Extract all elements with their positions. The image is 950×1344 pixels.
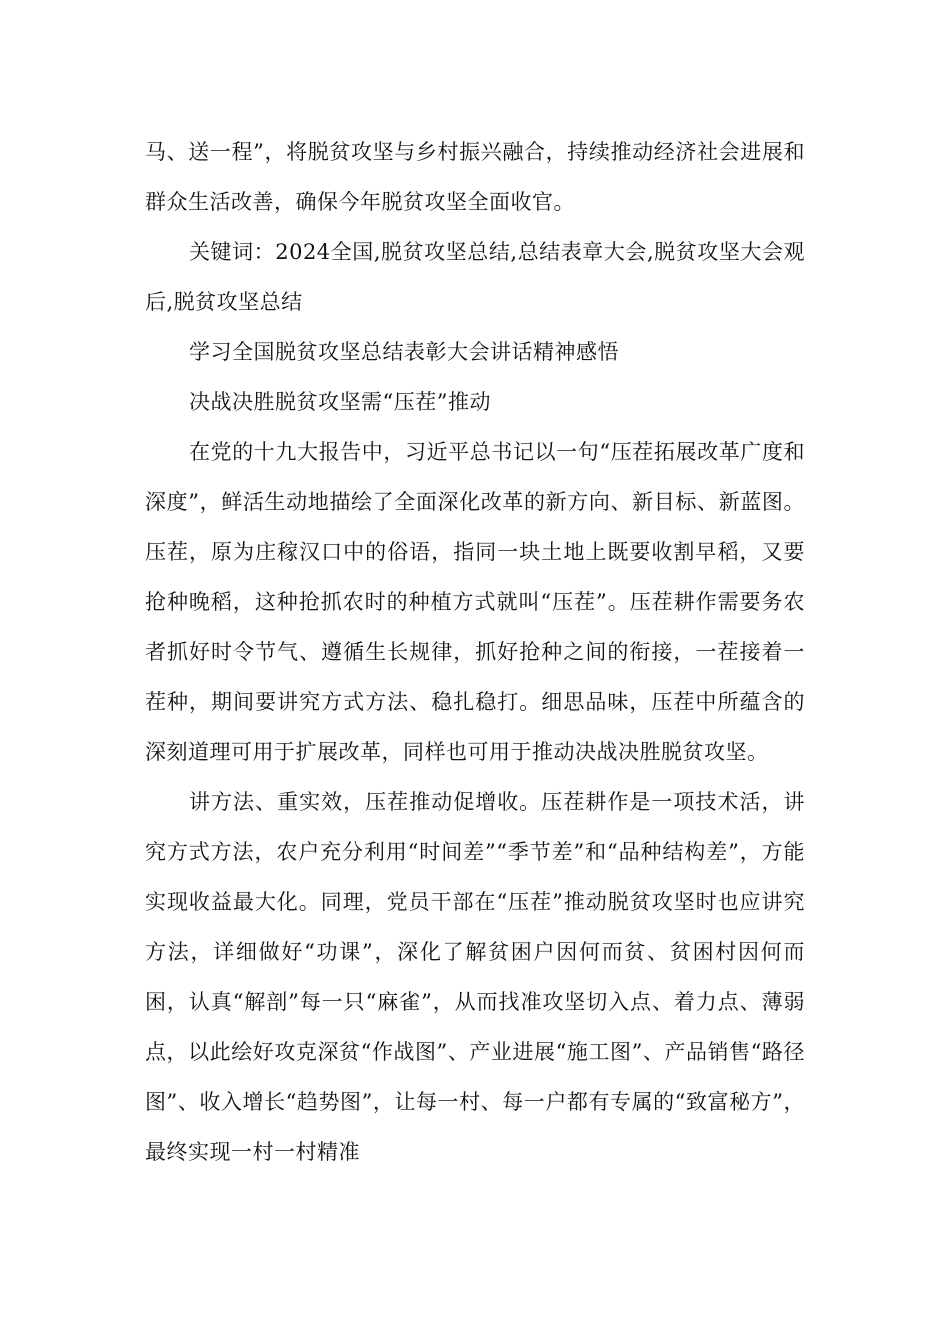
body-paragraph-2: 讲方法、重实效，压茬推动促增收。压茬耕作是一项技术活，讲究方式方法，农户充分利用“时间差”“季节差”和“品种结构差”，方能实现收益最大化。同理，党员干部在“压茬”推动脱贫攻坚时也应讲究方法，详细做好“功课”，深化了解贫困户因何而贫、贫困村因何而困，认真“解剖”每一只“麻雀”，从而找准攻坚切入点、着力点、薄弱点，以此绘好攻克深贫“作战图”、产业进展“施工图”、产品销售“路径图”、收入增长“趋势图”，让每一村、每一户都有专属的“致富秘方”，最终实现一村一村精准	[145, 790, 805, 1164]
document-body	[145, 127, 805, 1177]
keywords-paragraph: 关键词：2024全国,脱贫攻坚总结,总结表章大会,脱贫攻坚大会观后,脱贫攻坚总结	[145, 240, 805, 314]
article-title: 决战决胜脱贫攻坚需“压茬”推动	[189, 390, 491, 414]
body-paragraph-1: 在党的十九大报告中，习近平总书记以一句“压茬拓展改革广度和深度”，鲜活生动地描绘了全面深化改革的新方向、新目标、新蓝图。压茬，原为庄稼汉口中的俗语，指同一块土地上既要收割早稻，又要抢种晚稻，这种抢抓农时的种植方式就叫“压茬”。压茬耕作需要务农者抓好时令节气、遵循生长规律，抓好抢种之间的衔接，一茬接着一茬种，期间要讲究方式方法、稳扎稳打。细思品味，压茬中所蕴含的深刻道理可用于扩展改革，同样也可用于推动决战决胜脱贫攻坚。	[145, 440, 805, 764]
section-title: 学习全国脱贫攻坚总结表彰大会讲话精神感悟	[189, 340, 619, 364]
paragraph-continuation: 马、送一程”，将脱贫攻坚与乡村振兴融合，持续推动经济社会进展和群众生活改善，确保今年脱贫攻坚全面收官。	[145, 140, 805, 214]
